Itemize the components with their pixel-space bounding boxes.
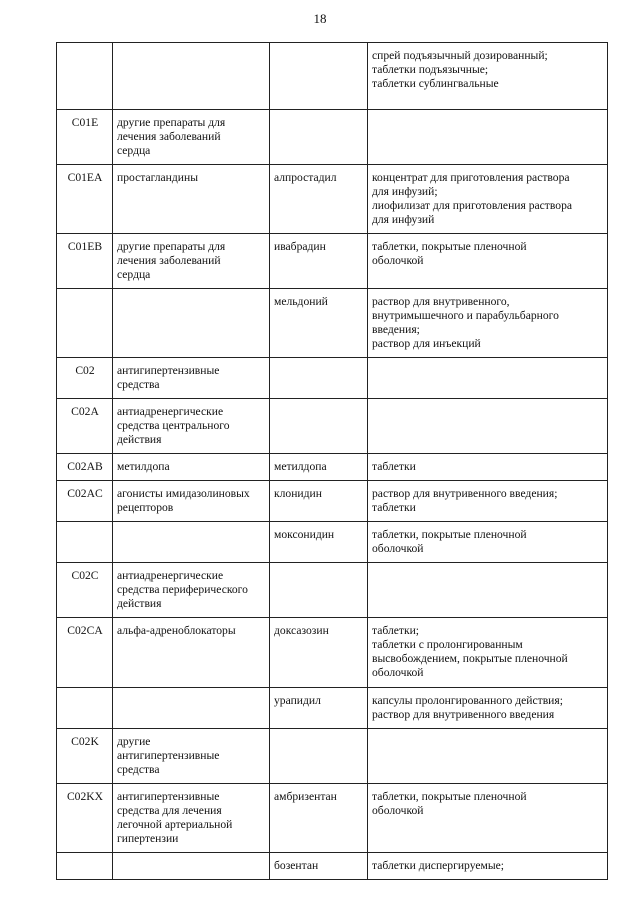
table-row bbox=[57, 688, 608, 729]
group-line: другие препараты для bbox=[117, 116, 226, 129]
dosage-form-cell bbox=[368, 784, 608, 853]
group-line: рецепторов bbox=[117, 501, 174, 514]
drug-name-cell: мельдоний bbox=[270, 289, 368, 358]
drug-name-cell: ивабрадин bbox=[270, 234, 368, 289]
dosage-form-cell bbox=[368, 688, 608, 729]
atc-code-cell bbox=[57, 688, 113, 729]
anatomical-group-cell bbox=[113, 454, 270, 481]
dosage-form-line: оболочкой bbox=[372, 542, 424, 555]
drug-name-cell: амбризентан bbox=[270, 784, 368, 853]
group-line: сердца bbox=[117, 268, 151, 281]
anatomical-group-cell bbox=[113, 358, 270, 399]
group-line: антигипертензивные bbox=[117, 364, 220, 377]
dosage-form-line: введения; bbox=[372, 323, 420, 336]
drug-name-cell bbox=[270, 563, 368, 618]
dosage-form-line: оболочкой bbox=[372, 254, 424, 267]
group-line: антиадренергические bbox=[117, 569, 224, 582]
dosage-form-line: раствор для внутривенного введения; bbox=[372, 487, 558, 500]
anatomical-group-cell bbox=[113, 729, 270, 784]
group-line: альфа-адреноблокаторы bbox=[117, 624, 236, 637]
dosage-form-cell bbox=[368, 618, 608, 688]
group-line: другие препараты для bbox=[117, 240, 226, 253]
dosage-form-cell bbox=[368, 853, 608, 880]
dosage-form-cell bbox=[368, 454, 608, 481]
anatomical-group-cell bbox=[113, 234, 270, 289]
group-line: средства bbox=[117, 763, 160, 776]
dosage-form-line: таблетки, покрытые пленочной bbox=[372, 240, 527, 253]
dosage-form-line: раствор для внутривенного введения bbox=[372, 708, 555, 721]
dosage-form-line: таблетки с пролонгированным bbox=[372, 638, 523, 651]
group-line: лечения заболеваний bbox=[117, 130, 221, 143]
table-row bbox=[57, 358, 608, 399]
anatomical-group-cell bbox=[113, 289, 270, 358]
anatomical-group-cell bbox=[113, 618, 270, 688]
drug-table-body bbox=[57, 43, 608, 880]
table-row bbox=[57, 454, 608, 481]
anatomical-group-cell bbox=[113, 110, 270, 165]
dosage-form-cell bbox=[368, 234, 608, 289]
drug-name-cell bbox=[270, 399, 368, 454]
table-row bbox=[57, 43, 608, 110]
dosage-form-cell bbox=[368, 481, 608, 522]
atc-code-cell: C02C bbox=[57, 563, 113, 618]
dosage-form-line: таблетки сублингвальные bbox=[372, 77, 499, 90]
group-line: действия bbox=[117, 433, 162, 446]
atc-code-cell: C01E bbox=[57, 110, 113, 165]
dosage-form-line: спрей подъязычный дозированный; bbox=[372, 49, 548, 62]
dosage-form-cell bbox=[368, 110, 608, 165]
anatomical-group-cell bbox=[113, 522, 270, 563]
group-line: средства периферического bbox=[117, 583, 248, 596]
atc-code-cell: C02AC bbox=[57, 481, 113, 522]
anatomical-group-cell bbox=[113, 853, 270, 880]
dosage-form-line: для инфузий; bbox=[372, 185, 438, 198]
dosage-form-line: таблетки; bbox=[372, 624, 420, 637]
dosage-form-line: таблетки bbox=[372, 460, 416, 473]
atc-code-cell: C02 bbox=[57, 358, 113, 399]
drug-name-cell: клонидин bbox=[270, 481, 368, 522]
atc-code-cell: C01EB bbox=[57, 234, 113, 289]
dosage-form-line: таблетки диспергируемые; bbox=[372, 859, 504, 872]
dosage-form-line: капсулы пролонгированного действия; bbox=[372, 694, 563, 707]
dosage-form-cell bbox=[368, 522, 608, 563]
drug-name-cell: бозентан bbox=[270, 853, 368, 880]
group-line: лечения заболеваний bbox=[117, 254, 221, 267]
group-line: простагландины bbox=[117, 171, 198, 184]
table-row bbox=[57, 729, 608, 784]
table-row bbox=[57, 289, 608, 358]
table-row bbox=[57, 165, 608, 234]
atc-code-cell bbox=[57, 43, 113, 110]
group-line: средства центрального bbox=[117, 419, 230, 432]
table-row bbox=[57, 234, 608, 289]
anatomical-group-cell bbox=[113, 784, 270, 853]
anatomical-group-cell bbox=[113, 165, 270, 234]
atc-code-cell bbox=[57, 853, 113, 880]
group-line: антигипертензивные bbox=[117, 749, 220, 762]
dosage-form-cell bbox=[368, 165, 608, 234]
group-line: сердца bbox=[117, 144, 151, 157]
dosage-form-line: таблетки подъязычные; bbox=[372, 63, 489, 76]
dosage-form-line: внутримышечного и парабульбарного bbox=[372, 309, 559, 322]
drug-name-cell: доксазозин bbox=[270, 618, 368, 688]
drug-name-cell bbox=[270, 110, 368, 165]
dosage-form-line: таблетки, покрытые пленочной bbox=[372, 528, 527, 541]
dosage-form-cell bbox=[368, 399, 608, 454]
group-line: средства для лечения bbox=[117, 804, 222, 817]
drug-name-cell bbox=[270, 729, 368, 784]
dosage-form-cell bbox=[368, 729, 608, 784]
group-line: агонисты имидазолиновых bbox=[117, 487, 250, 500]
atc-code-cell: C02KX bbox=[57, 784, 113, 853]
drug-name-cell: метилдопа bbox=[270, 454, 368, 481]
atc-code-cell: C01EA bbox=[57, 165, 113, 234]
group-line: антиадренергические bbox=[117, 405, 224, 418]
group-line: средства bbox=[117, 378, 160, 391]
atc-code-cell bbox=[57, 522, 113, 563]
table-row bbox=[57, 784, 608, 853]
group-line: легочной артериальной bbox=[117, 818, 233, 831]
drug-table bbox=[56, 42, 608, 880]
atc-code-cell: C02CA bbox=[57, 618, 113, 688]
dosage-form-line: раствор для инъекций bbox=[372, 337, 481, 350]
table-row bbox=[57, 618, 608, 688]
dosage-form-cell bbox=[368, 358, 608, 399]
table-row bbox=[57, 522, 608, 563]
group-line: метилдопа bbox=[117, 460, 170, 473]
anatomical-group-cell bbox=[113, 688, 270, 729]
dosage-form-line: высвобождением, покрытые пленочной bbox=[372, 652, 568, 665]
group-line: другие bbox=[117, 735, 151, 748]
drug-name-cell: алпростадил bbox=[270, 165, 368, 234]
anatomical-group-cell bbox=[113, 43, 270, 110]
dosage-form-cell bbox=[368, 289, 608, 358]
dosage-form-cell bbox=[368, 563, 608, 618]
group-line: гипертензии bbox=[117, 832, 179, 845]
page-number: 18 bbox=[313, 11, 327, 26]
dosage-form-line: раствор для внутривенного, bbox=[372, 295, 510, 308]
drug-name-cell bbox=[270, 43, 368, 110]
drug-name-cell bbox=[270, 358, 368, 399]
dosage-form-line: лиофилизат для приготовления раствора bbox=[372, 199, 573, 212]
atc-code-cell: C02AB bbox=[57, 454, 113, 481]
table-row bbox=[57, 399, 608, 454]
dosage-form-line: оболочкой bbox=[372, 666, 424, 679]
atc-code-cell bbox=[57, 289, 113, 358]
drug-name-cell: моксонидин bbox=[270, 522, 368, 563]
dosage-form-cell bbox=[368, 43, 608, 110]
anatomical-group-cell bbox=[113, 563, 270, 618]
dosage-form-line: таблетки, покрытые пленочной bbox=[372, 790, 527, 803]
drug-name-cell: урапидил bbox=[270, 688, 368, 729]
table-row bbox=[57, 853, 608, 880]
group-line: антигипертензивные bbox=[117, 790, 220, 803]
dosage-form-line: таблетки bbox=[372, 501, 416, 514]
dosage-form-line: для инфузий bbox=[372, 213, 435, 226]
dosage-form-line: концентрат для приготовления раствора bbox=[372, 171, 570, 184]
anatomical-group-cell bbox=[113, 399, 270, 454]
atc-code-cell: C02K bbox=[57, 729, 113, 784]
dosage-form-line: оболочкой bbox=[372, 804, 424, 817]
group-line: действия bbox=[117, 597, 162, 610]
table-row bbox=[57, 481, 608, 522]
table-row bbox=[57, 110, 608, 165]
anatomical-group-cell bbox=[113, 481, 270, 522]
atc-code-cell: C02A bbox=[57, 399, 113, 454]
table-row bbox=[57, 563, 608, 618]
